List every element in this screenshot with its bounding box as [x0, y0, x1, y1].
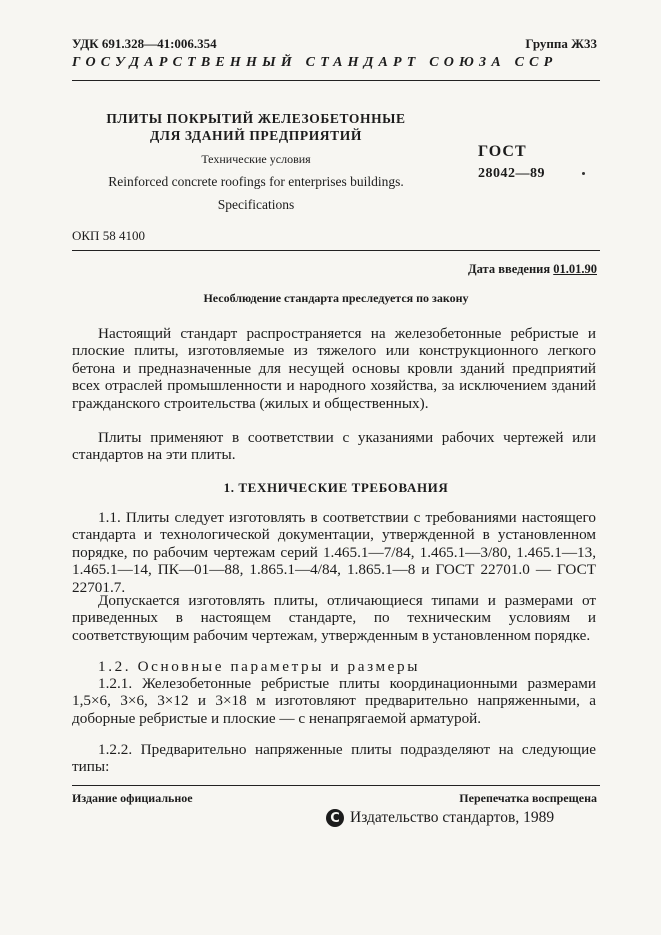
intro-date — [468, 262, 597, 277]
title-ru-line2: ДЛЯ ЗДАНИЙ ПРЕДПРИЯТИЙ — [150, 128, 362, 143]
paragraph-intro: Настоящий стандарт распространяется на железобетонные ребристые и плоские плиты, изготовляемые из тяжелого или конструкционного легкого бетона и предназначенные для несущей основы кровли зданий предприятий всех отраслей промышленности и народного хозяйства, за исключением зданий гражданского строительства (жилых и общественных). — [72, 325, 596, 412]
legal-notice: Несоблюдение стандарта преследуется по закону — [203, 291, 469, 305]
paragraph-1-2-1: 1.2.1. Железобетонные ребристые плиты координационными размерами 1,5×6, 3×6, 3×12 и 3×18 м изготовляют предварительно напряженными, а доборные ребристые и плоские — с ненапрягаемой арматурой. — [72, 675, 596, 727]
official-edition: Издание официальное — [72, 791, 193, 805]
paragraph-application: Плиты применяют в соответствии с указаниями рабочих чертежей или стандартов на эти плиты. — [72, 429, 596, 464]
paragraph-allowance: Допускается изготовлять плиты, отличающиеся типами и размерами от приведенных в настоящем стандарте, по техническим условиям и соответствующим рабочим чертежам, утвержденным в установленном порядке. — [72, 592, 596, 644]
speck-mark — [582, 172, 585, 175]
section-title: 1. ТЕХНИЧЕСКИЕ ТРЕБОВАНИЯ — [223, 480, 449, 495]
gost-number: 28042—89 — [478, 166, 545, 181]
udk-code: УДК 691.328—41:006.354 — [72, 36, 217, 51]
publisher-line — [326, 809, 554, 827]
copyright-icon: C — [326, 809, 344, 827]
paragraph-1-1: 1.1. Плиты следует изготовлять в соответствии с требованиями настоящего стандарта и технологической документации, утвержденной в установленном порядке, по рабочим чертежам серий 1.465.1—7/84, 1.465.1—3/80, 1.465.1—13, 1.465.1—14, ПК—01—88, 1.865.1—4/84, 1.865.1—8 и ГОСТ 22701.0 — ГОСТ 22701.7. — [72, 509, 596, 596]
title-block — [72, 110, 440, 213]
state-standard-heading: ГОСУДАРСТВЕННЫЙ СТАНДАРТ СОЮЗА ССР — [72, 55, 558, 70]
publisher-text: Издательство стандартов, 1989 — [350, 809, 555, 826]
gost-label: ГОСТ — [478, 143, 527, 160]
paragraph-1-2: 1.2. Основные параметры и размеры — [98, 658, 421, 675]
title-en-line2: Specifications — [217, 197, 295, 212]
header-rule — [72, 80, 600, 81]
okp-rule — [72, 250, 600, 251]
group-code: Группа Ж33 — [525, 36, 597, 51]
title-en-line1: Reinforced concrete roofings for enterprises buildings. — [108, 174, 404, 189]
footer-rule — [72, 785, 600, 786]
reprint-prohibited: Перепечатка воспрещена — [459, 791, 597, 805]
paragraph-1-2-2: 1.2.2. Предварительно напряженные плиты подразделяют на следующие типы: — [72, 741, 596, 776]
title-ru-line1: ПЛИТЫ ПОКРЫТИЙ ЖЕЛЕЗОБЕТОННЫЕ — [106, 111, 406, 126]
okp-code: ОКП 58 4100 — [72, 228, 145, 243]
subtitle: Технические условия — [201, 152, 311, 166]
intro-date-label: Дата введения — [468, 262, 551, 276]
intro-date-value: 01.01.90 — [553, 262, 597, 276]
